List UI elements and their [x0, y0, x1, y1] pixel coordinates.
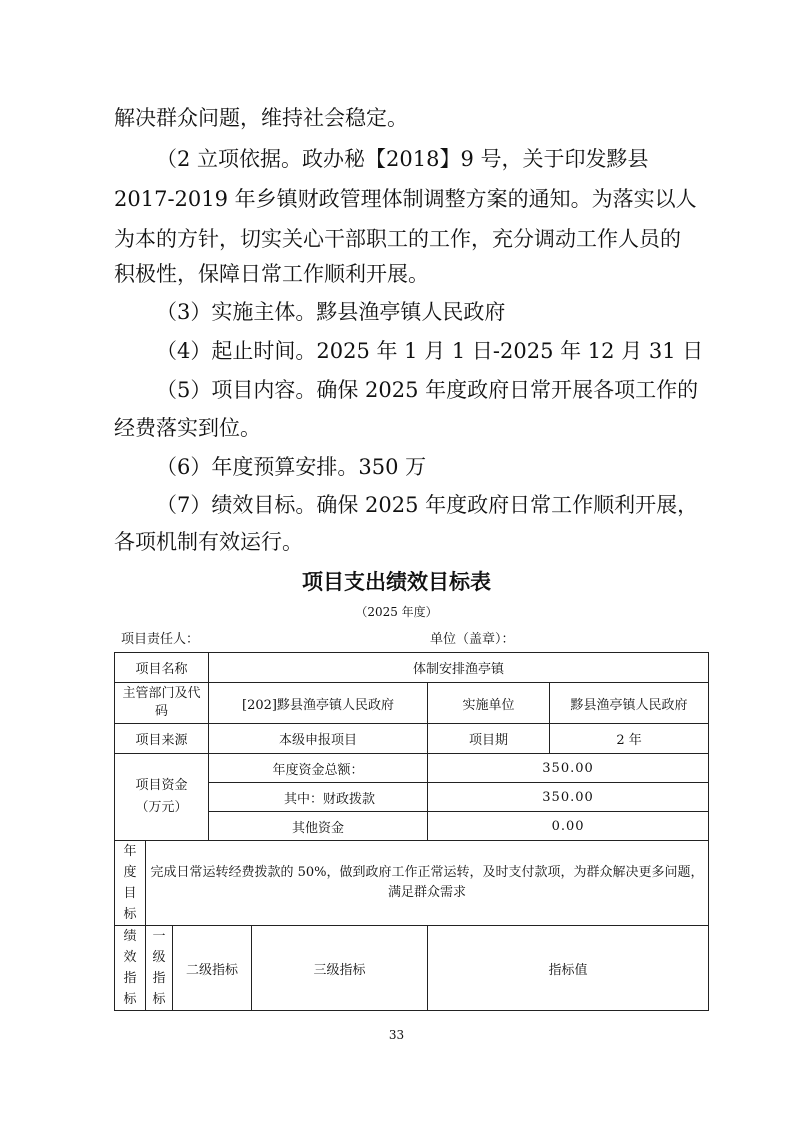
label-char: 年: [123, 844, 137, 859]
level1-indicator-header: [146, 926, 173, 1011]
body-line: 为本的方针，切实关心干部职工的工作，充分调动工作人员的: [114, 227, 681, 251]
body-line: （2 立项依据。政办秘【2018】9 号，关于印发黟县: [156, 147, 649, 171]
annual-goal-text: 完成日常运转经费拨款的 50%，做到政府工作正常运转，及时支付款项，为群众解决更多问题，满足群众需求: [146, 841, 709, 926]
page-number: 33: [388, 1028, 405, 1042]
table-row: [115, 754, 709, 783]
label-char: 指: [152, 971, 166, 986]
label-char: 目: [123, 886, 137, 901]
annual-total-label: 年度资金总额：: [209, 754, 428, 783]
fiscal-label: 其中：财政拨款: [209, 783, 428, 812]
label-char: 标: [123, 992, 137, 1007]
level2-indicator-header: 二级指标: [173, 926, 252, 1011]
table-row: [115, 841, 709, 926]
fiscal-value: 350.00: [428, 783, 709, 812]
level3-indicator-header: 三级指标: [252, 926, 428, 1011]
body-line: 解决群众问题，维持社会稳定。: [114, 106, 408, 130]
dept-label: [115, 683, 209, 724]
body-line: （4）起止时间。2025 年 1 月 1 日-2025 年 12 月 31 日: [156, 339, 704, 363]
body-line: （5）项目内容。确保 2025 年度政府日常开展各项工作的: [156, 378, 699, 402]
table-row: [115, 926, 709, 1011]
impl-unit-label: 实施单位: [428, 683, 550, 724]
source-label: 项目来源: [115, 724, 209, 754]
label-char: 指: [123, 971, 137, 986]
indicator-label: [115, 926, 146, 1011]
label-char: 一: [152, 929, 166, 944]
period-value: 2 年: [550, 724, 709, 754]
project-name-label: 项目名称: [115, 653, 209, 683]
dept-label-line: 主管部门及代: [122, 686, 201, 701]
annual-total-value: 350.00: [428, 754, 709, 783]
label-char: 绩: [123, 929, 137, 944]
other-funds-label: 其他资金: [209, 812, 428, 841]
table-row: [115, 724, 709, 754]
project-name-value: 体制安排渔亭镇: [209, 653, 709, 683]
source-value: 本级申报项目: [209, 724, 428, 754]
body-line: 各项机制有效运行。: [114, 530, 303, 554]
funds-label: [115, 754, 209, 841]
body-line: （6）年度预算安排。350 万: [156, 455, 427, 479]
label-char: 度: [123, 865, 137, 880]
table-title: 项目支出绩效目标表: [302, 570, 491, 594]
dept-label-line: 码: [155, 704, 169, 719]
table-row: [115, 683, 709, 724]
funds-label-line: 项目资金: [135, 778, 188, 793]
body-line: （3）实施主体。黟县渔亭镇人民政府: [156, 300, 506, 324]
body-line: （7）绩效目标。确保 2025 年度政府日常工作顺利开展，: [156, 493, 699, 517]
body-line: 经费落实到位。: [114, 416, 261, 440]
table-subtitle: （2025 年度）: [355, 605, 438, 619]
impl-unit-value: 黟县渔亭镇人民政府: [550, 683, 709, 724]
label-char: 标: [123, 907, 137, 922]
other-funds-value: 0.00: [428, 812, 709, 841]
funds-label-line: （万元）: [135, 800, 188, 815]
label-char: 级: [152, 950, 166, 965]
body-line: 2017-2019 年乡镇财政管理体制调整方案的通知。为落实以人: [114, 187, 697, 211]
indicator-value-header: 指标值: [428, 926, 709, 1011]
responsible-person-label: 项目责任人：: [121, 632, 200, 647]
label-char: 效: [123, 950, 137, 965]
unit-seal-label: 单位（盖章）：: [430, 632, 515, 647]
period-label: 项目期: [428, 724, 550, 754]
performance-target-table: [114, 652, 709, 1011]
label-char: 标: [152, 992, 166, 1007]
annual-goal-label: [115, 841, 146, 926]
body-line: 积极性，保障日常工作顺利开展。: [114, 262, 429, 286]
table-row: [115, 653, 709, 683]
dept-value: [202]黟县渔亭镇人民政府: [209, 683, 428, 724]
